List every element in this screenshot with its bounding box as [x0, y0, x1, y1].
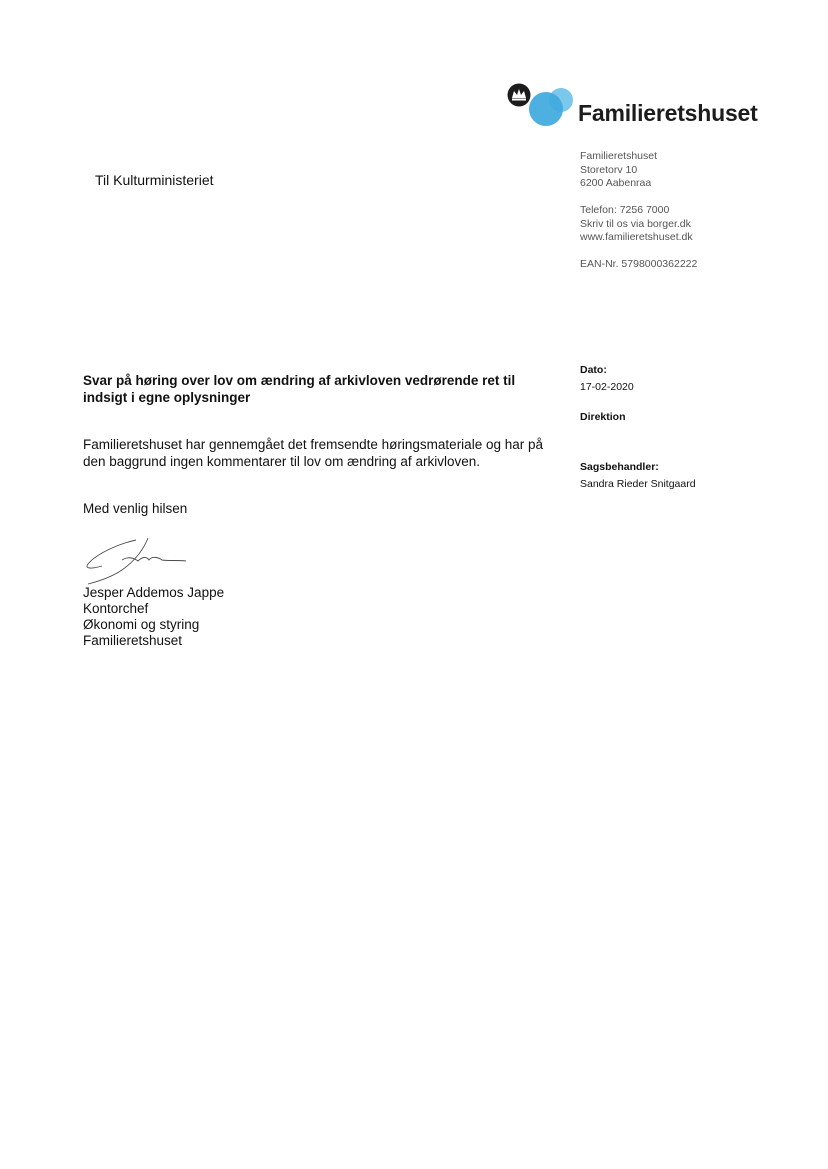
sender-address-line: Storetorv 10 [580, 163, 638, 176]
signatory-name: Jesper Addemos Jappe [83, 585, 225, 600]
crown-circles-icon [506, 80, 576, 130]
handler-value: Sandra Rieder Snitgaard [580, 478, 696, 490]
sender-contact-note: Skriv til os via borger.dk [580, 217, 691, 230]
logo-wordmark: Familieretshuset [578, 100, 758, 126]
letter-closing: Med venlig hilsen [83, 501, 188, 516]
letter-body: Familieretshuset har gennemgået det fremsendte høringsmateriale og har på den baggrund ingen kommentarer til lov om ændring af arkivloven. [83, 437, 543, 469]
handwritten-signature [78, 530, 198, 588]
sender-website: www.familieretshuset.dk [580, 231, 693, 243]
sender-address-line: Familieretshuset [580, 150, 658, 162]
familieretshuset-logo [506, 80, 766, 132]
signatory-organization: Familieretshuset [83, 633, 183, 648]
sender-phone: Telefon: 7256 7000 [580, 204, 670, 216]
meta-date [580, 362, 634, 396]
signatory-block [83, 585, 224, 649]
signatory-department: Økonomi og styring [83, 617, 200, 632]
signatory-title: Kontorchef [83, 601, 149, 616]
sender-ean: EAN-Nr. 5798000362222 [580, 258, 698, 270]
meta-handler [580, 459, 696, 493]
recipient: Til Kulturministeriet [95, 172, 214, 188]
date-value: 17-02-2020 [580, 381, 634, 393]
handler-label: Sagsbehandler: [580, 461, 659, 473]
sender-address [580, 150, 657, 191]
sender-contact [580, 204, 693, 245]
letter-subject: Svar på høring over lov om ændring af arkivloven vedrørende ret til indsigt i egne oplysninger [83, 373, 516, 405]
meta-unit: Direktion [580, 411, 626, 423]
sender-address-line: 6200 Aabenraa [580, 177, 652, 189]
date-label: Dato: [580, 364, 607, 376]
